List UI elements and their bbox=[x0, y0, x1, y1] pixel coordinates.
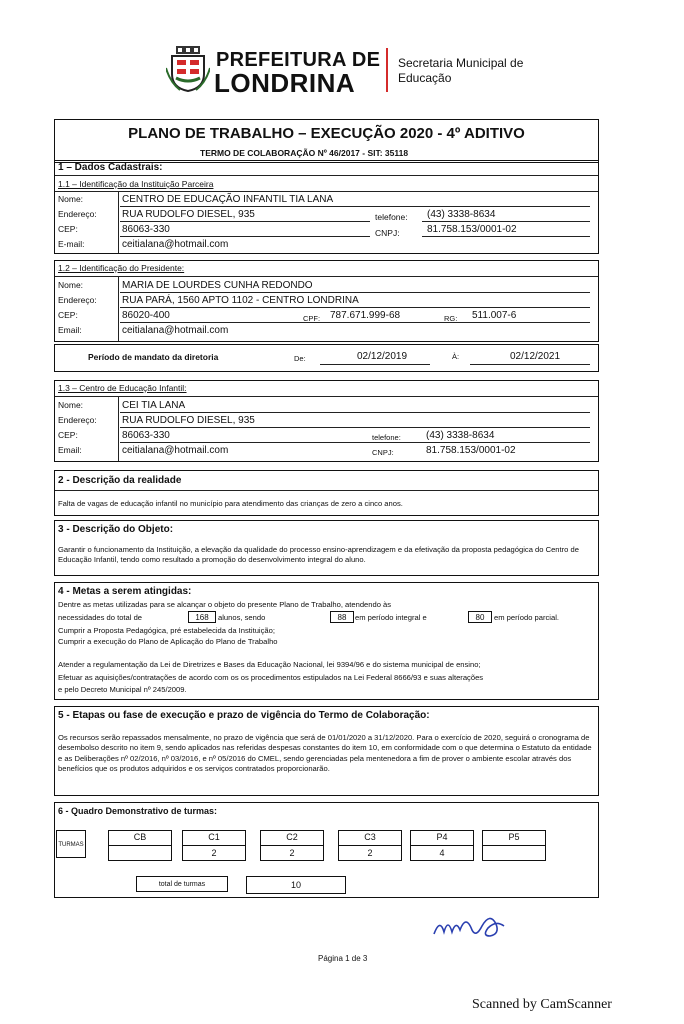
pres-nome: MARIA DE LOURDES CUNHA REDONDO bbox=[122, 280, 313, 291]
label-cei-email: Email: bbox=[58, 445, 82, 455]
total-turmas-value: 10 bbox=[246, 876, 346, 894]
inst-endereco: RUA RUDOLFO DIESEL, 935 bbox=[122, 209, 255, 220]
cei-nome: CEI TIA LANA bbox=[122, 400, 186, 411]
cei-cep: 86063-330 bbox=[122, 430, 170, 441]
pres-endereco: RUA PARÁ, 1560 APTO 1102 - CENTRO LONDRINA bbox=[122, 295, 359, 306]
total-turmas-label: total de turmas bbox=[136, 876, 228, 892]
section-4-line2d: em período parcial. bbox=[494, 613, 560, 622]
coat-of-arms-logo bbox=[166, 46, 210, 92]
label-rg: RG: bbox=[444, 314, 458, 323]
parcial-alunos: 80 bbox=[468, 611, 492, 623]
label-cnpj: CNPJ: bbox=[375, 228, 400, 238]
cei-telefone: (43) 3338-8634 bbox=[426, 430, 495, 441]
label-cei-cnpj: CNPJ: bbox=[372, 448, 394, 457]
inst-nome: CENTRO DE EDUCAÇÃO INFANTIL TIA LANA bbox=[122, 194, 334, 205]
pres-email: ceitialana@hotmail.com bbox=[122, 325, 229, 336]
label-pres-email: Email: bbox=[58, 325, 82, 335]
plan-title: PLANO DE TRABALHO – EXECUÇÃO 2020 - 4º ADITIVO bbox=[128, 125, 525, 142]
section-4-line2b: alunos, sendo bbox=[218, 613, 266, 622]
total-alunos: 168 bbox=[188, 611, 216, 623]
label-cei-nome: Nome: bbox=[58, 400, 84, 410]
inst-email: ceitialana@hotmail.com bbox=[122, 239, 229, 250]
class-name-1: C1 bbox=[182, 830, 246, 846]
mandato-label: Período de mandato da diretoria bbox=[88, 352, 219, 362]
class-name-3: C3 bbox=[338, 830, 402, 846]
section-6-heading: 6 - Quadro Demonstrativo de turmas: bbox=[58, 806, 218, 816]
class-count-0 bbox=[108, 845, 172, 861]
page-number: Página 1 de 3 bbox=[318, 954, 368, 963]
section-3-text: Garantir o funcionamento da Instituição, a elevação da qualidade do processo ensino-aprendizagem e da efetivação da proposta pedagógica do Centro de Educação Infantil, tendo como resultado a promoção do desenvolvimento integral do aluno. bbox=[58, 545, 579, 565]
section-5-heading: 5 - Etapas ou fase de execução e prazo de vigência do Termo de Colaboração: bbox=[58, 710, 430, 721]
class-name-5: P5 bbox=[482, 830, 546, 846]
signature-mark bbox=[430, 908, 510, 944]
header-divider bbox=[386, 48, 388, 92]
label-cei-endereco: Endereço: bbox=[58, 415, 97, 425]
section-4-line6: Efetuar as aquisições/contratações de acordo com os os procedimentos estipulados na Lei Federal 8666/93 e suas alterações bbox=[58, 673, 484, 682]
class-count-4: 4 bbox=[410, 845, 474, 861]
label-cei-cep: CEP: bbox=[58, 430, 78, 440]
label-pres-endereco: Endereço: bbox=[58, 295, 97, 305]
prefeitura-line1: PREFEITURA DE bbox=[216, 49, 381, 71]
label-cep: CEP: bbox=[58, 224, 78, 234]
prefeitura-line2: LONDRINA bbox=[214, 68, 356, 98]
inst-telefone: (43) 3338-8634 bbox=[427, 209, 496, 220]
label-endereco: Endereço: bbox=[58, 209, 97, 219]
section-1-2-heading: 1.2 – Identificação do Presidente: bbox=[58, 263, 185, 273]
pres-cpf: 787.671.999-68 bbox=[330, 310, 401, 321]
class-name-2: C2 bbox=[260, 830, 324, 846]
mandato-a-label: À: bbox=[452, 352, 460, 361]
mandato-a: 02/12/2021 bbox=[510, 351, 561, 362]
label-cei-telefone: telefone: bbox=[372, 433, 401, 442]
section-4-line5: Atender a regulamentação da Lei de Diretrizes e Bases da Educação Nacional, lei 9394/96 e do sistema municipal de ensino; bbox=[58, 660, 481, 669]
class-count-5 bbox=[482, 845, 546, 861]
integral-alunos: 88 bbox=[330, 611, 354, 623]
secretaria-line1: Secretaria Municipal de bbox=[398, 56, 524, 70]
section-3-heading: 3 - Descrição do Objeto: bbox=[58, 524, 174, 535]
class-name-0: CB bbox=[108, 830, 172, 846]
pres-rg: 511.007-6 bbox=[472, 310, 517, 321]
class-name-4: P4 bbox=[410, 830, 474, 846]
section-4-line2a: necessidades do total de bbox=[58, 613, 143, 622]
class-count-1: 2 bbox=[182, 845, 246, 861]
section-4-line4: Cumprir a execução do Plano de Aplicação do Plano de Trabalho bbox=[58, 637, 278, 646]
cei-endereco: RUA RUDOLFO DIESEL, 935 bbox=[122, 415, 255, 426]
class-count-3: 2 bbox=[338, 845, 402, 861]
section-2-heading: 2 - Descrição da realidade bbox=[58, 475, 182, 486]
mandato-de-label: De: bbox=[294, 354, 306, 363]
section-4-line2c: em período integral e bbox=[355, 613, 427, 622]
secretaria-line2: Educação bbox=[398, 71, 452, 85]
inst-cep: 86063-330 bbox=[122, 224, 170, 235]
section-4-heading: 4 - Metas a serem atingidas: bbox=[58, 586, 192, 597]
inst-cnpj: 81.758.153/0001-02 bbox=[427, 224, 517, 235]
label-nome: Nome: bbox=[58, 194, 84, 204]
turmas-label: TURMAS bbox=[56, 830, 86, 858]
section-1-3-heading: 1.3 – Centro de Educação Infantil: bbox=[58, 383, 187, 393]
mandato-de: 02/12/2019 bbox=[357, 351, 408, 362]
label-email: E-mail: bbox=[58, 239, 85, 249]
section-4-line7: e pelo Decreto Municipal nº 245/2009. bbox=[58, 685, 187, 694]
section-2-text: Falta de vagas de educação infantil no município para atendimento das crianças de zero a cinco anos. bbox=[58, 499, 403, 508]
section-4-line1: Dentre as metas utilizadas para se alcançar o objeto do presente Plano de Trabalho, atendendo às bbox=[58, 600, 392, 609]
scanner-watermark: Scanned by CamScanner bbox=[472, 997, 612, 1012]
section-1-heading: 1 – Dados Cadastrais: bbox=[58, 162, 163, 173]
label-cpf: CPF: bbox=[303, 314, 321, 323]
section-1-1-heading: 1.1 – Identificação da Instituição Parceira bbox=[58, 179, 214, 189]
cei-cnpj: 81.758.153/0001-02 bbox=[426, 445, 516, 456]
class-count-2: 2 bbox=[260, 845, 324, 861]
pres-cep: 86020-400 bbox=[122, 310, 170, 321]
section-5-text: Os recursos serão repassados mensalmente, no prazo de vigência que será de 01/01/2020 a 31/12/2020. Para o exercício de 2020, seguirá o cronograma de desembolso descrito no item 9, sendo aplicados nas referidas despesas constantes do item 10, em conformidade com o que determina o Estatuto da entidade e as Deliberações nº 02/2016, nº 03/2016, e nº 05/2016 do CMEL, sendo gerenciadas pela mentenedora a fim de prover o ambiente escolar através dos benefícios que os produtos adquiridos e os serviços contratados proporcionarão. bbox=[58, 733, 592, 774]
label-pres-cep: CEP: bbox=[58, 310, 78, 320]
label-telefone: telefone: bbox=[375, 212, 408, 222]
cei-email: ceitialana@hotmail.com bbox=[122, 445, 229, 456]
plan-subtitle: TERMO DE COLABORAÇÃO Nº 46/2017 - SIT: 35118 bbox=[200, 148, 409, 158]
section-4-line3: Cumprir a Proposta Pedagógica, pré estabelecida da Instituição; bbox=[58, 626, 275, 635]
label-pres-nome: Nome: bbox=[58, 280, 84, 290]
